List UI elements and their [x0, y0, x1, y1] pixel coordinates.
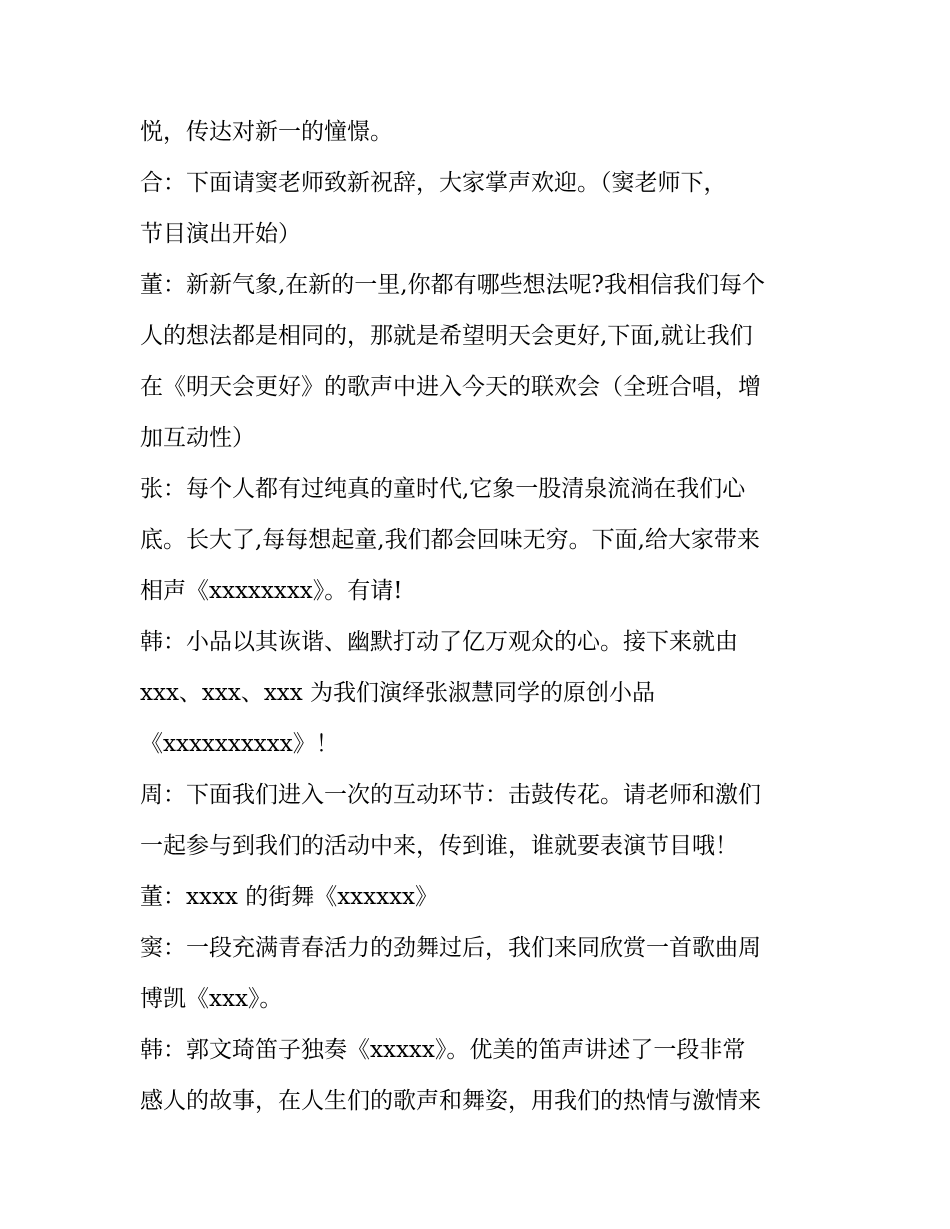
text-line: 张：每个人都有过纯真的童时代,它象一股清泉流淌在我们心	[140, 476, 746, 502]
text-line: 相声《xxxxxxxx》。有请!	[140, 578, 403, 604]
text-line: 博凯《xxx》。	[140, 986, 283, 1012]
text-line: 人的想法都是相同的，那就是希望明天会更好,下面,就让我们	[140, 323, 753, 349]
text-line: 底。长大了,每每想起童,我们都会回味无穷。下面,给大家带来	[140, 527, 760, 553]
text-line: 在《明天会更好》的歌声中进入今天的联欢会（全班合唱，增	[140, 374, 761, 400]
text-line: 一起参与到我们的活动中来，传到谁，谁就要表演节目哦！	[140, 833, 738, 859]
text-line: 韩：郭文琦笛子独奏《xxxxx》。优美的笛声讲述了一段非常	[140, 1037, 746, 1063]
text-line: 韩：小品以其诙谐、幽默打动了亿万观众的心。接下来就由	[140, 629, 738, 655]
text-line: 周：下面我们进入一次的互动环节：击鼓传花。请老师和激们	[140, 782, 761, 808]
text-line: 悦，传达对新一的憧憬。	[140, 119, 393, 145]
text-line: 节目演出开始）	[140, 221, 301, 247]
text-line: 合：下面请窦老师致新祝辞，大家掌声欢迎。（窦老师下，	[140, 170, 727, 196]
text-line: 窦：一段充满青春活力的劲舞过后，我们来同欣赏一首歌曲周	[140, 935, 761, 961]
text-line: 董：新新气象,在新的一里,你都有哪些想法呢?我相信我们每个	[140, 272, 765, 298]
document-body	[140, 107, 820, 1127]
text-line: 加互动性）	[140, 425, 255, 451]
text-line: 感人的故事，在人生们的歌声和舞姿，用我们的热情与激情来	[140, 1088, 761, 1114]
text-line: xxx、xxx、xxx 为我们演绎张淑慧同学的原创小品	[140, 680, 656, 706]
text-line: 董：xxxx 的街舞《xxxxxx》	[140, 884, 439, 910]
text-line: 《xxxxxxxxxx》！	[140, 731, 339, 757]
